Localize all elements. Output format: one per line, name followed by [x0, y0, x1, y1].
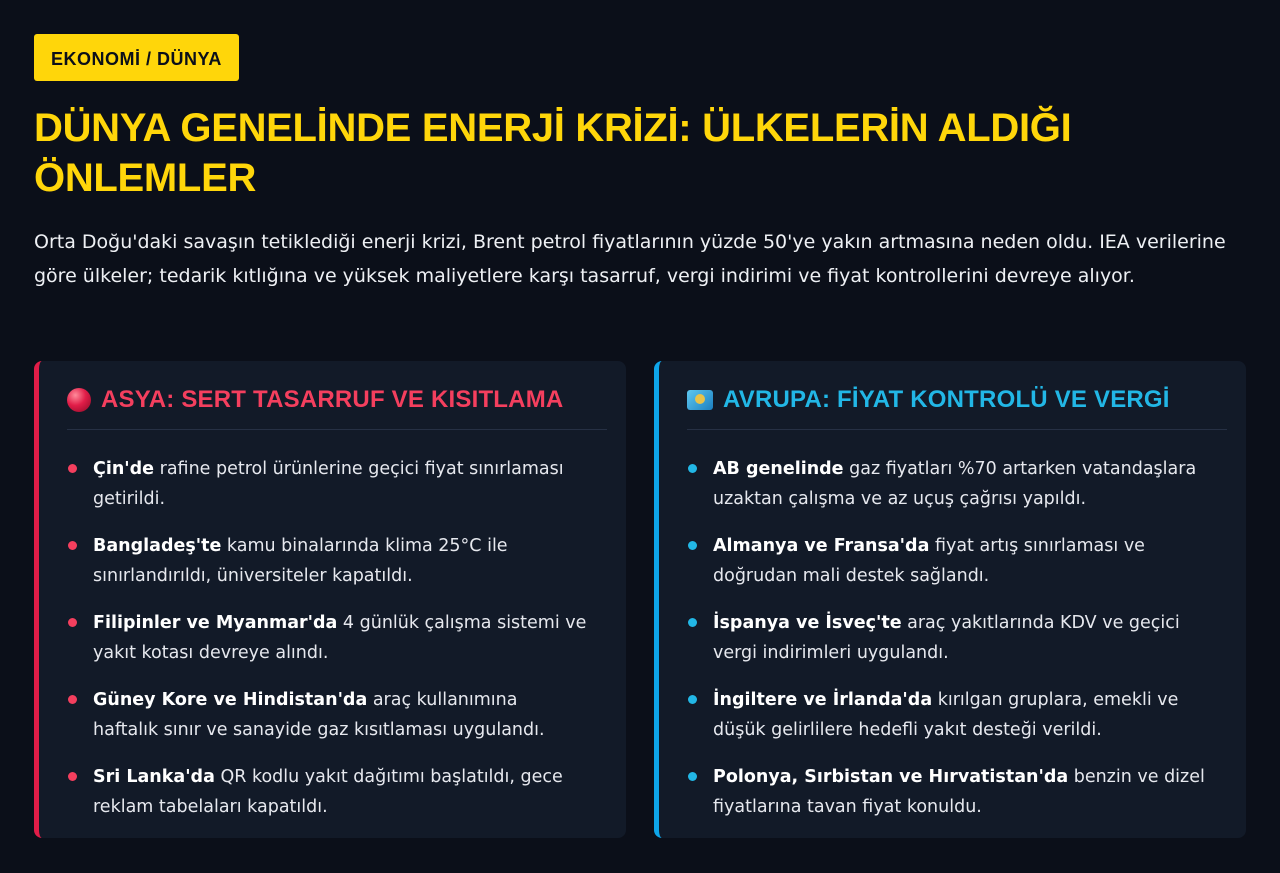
asia-card: [34, 361, 626, 838]
list-item: [67, 762, 587, 822]
country-name: Almanya ve Fransa'da: [713, 536, 930, 556]
measure-text: kırılgan gruplara, emekli ve düşük gelirlilere hedefli yakıt desteği verildi.: [713, 690, 1179, 740]
measure-text: benzin ve dizel fiyatlarına tavan fiyat konuldu.: [713, 767, 1205, 817]
bullet-icon: [688, 695, 697, 704]
list-item: [687, 608, 1207, 668]
list-item: [687, 762, 1207, 822]
bullet-icon: [68, 541, 77, 550]
euro-banknote-icon: [687, 390, 713, 410]
measure-text: gaz fiyatları %70 artarken vatandaşlara uzaktan çalışma ve az uçuş çağrısı yapıldı.: [713, 459, 1197, 509]
country-name: Bangladeş'te: [93, 536, 222, 556]
europe-measures-list: [687, 454, 1222, 822]
lead-paragraph: Orta Doğu'daki savaşın tetiklediği enerji krizi, Brent petrol fiyatlarının yüzde 50'ye yakın artmasına neden oldu. IEA verilerine göre ülkeler; tedarik kıtlığına ve yüksek maliyetlere karşı tasarruf, vergi indirimi ve fiyat kontrollerini devreye alıyor.: [34, 231, 1226, 287]
divider: [67, 429, 607, 430]
bullet-icon: [68, 695, 77, 704]
divider: [687, 429, 1227, 430]
measure-text: araç kullanımına haftalık sınır ve sanayide gaz kısıtlaması uygulandı.: [93, 690, 545, 740]
list-item: [67, 531, 587, 591]
bullet-icon: [688, 464, 697, 473]
list-item: [67, 608, 587, 668]
asia-card-header: [67, 385, 602, 415]
country-name: İngiltere ve İrlanda'da: [713, 690, 933, 710]
country-name: Çin'de: [93, 459, 155, 479]
region-cards: [34, 361, 1246, 838]
bullet-icon: [68, 618, 77, 627]
asia-measures-list: [67, 454, 602, 822]
country-name: Güney Kore ve Hindistan'da: [93, 690, 368, 710]
list-item: [67, 454, 587, 514]
category-tag: EKONOMİ / DÜNYA: [34, 34, 239, 81]
list-item: [687, 685, 1207, 745]
country-name: İspanya ve İsveç'te: [713, 613, 902, 633]
list-item: [687, 454, 1207, 514]
country-name: AB genelinde: [713, 459, 844, 479]
measure-text: kamu binalarında klima 25°C ile sınırlandırıldı, üniversiteler kapatıldı.: [93, 536, 508, 586]
bullet-icon: [688, 541, 697, 550]
measure-text: araç yakıtlarında KDV ve geçici vergi indirimleri uygulandı.: [713, 613, 1180, 663]
asia-card-title: ASYA: SERT TASARRUF VE KISITLAMA: [101, 386, 564, 413]
page-title: DÜNYA GENELİNDE ENERJİ KRİZİ: ÜLKELERİN ALDIĞI ÖNLEMLER: [34, 106, 1072, 200]
country-name: Polonya, Sırbistan ve Hırvatistan'da: [713, 767, 1069, 787]
measure-text: 4 günlük çalışma sistemi ve yakıt kotası devreye alındı.: [93, 613, 587, 663]
measure-text: rafine petrol ürünlerine geçici fiyat sınırlaması getirildi.: [93, 459, 564, 509]
bullet-icon: [68, 772, 77, 781]
bullet-icon: [688, 618, 697, 627]
europe-card-title: AVRUPA: FİYAT KONTROLÜ VE VERGİ: [723, 386, 1170, 413]
country-name: Filipinler ve Myanmar'da: [93, 613, 338, 633]
measure-text: QR kodlu yakıt dağıtımı başlatıldı, gece reklam tabelaları kapatıldı.: [93, 767, 563, 817]
list-item: [67, 685, 587, 745]
measure-text: fiyat artış sınırlaması ve doğrudan mali destek sağlandı.: [713, 536, 1145, 586]
bullet-icon: [688, 772, 697, 781]
europe-card-header: [687, 385, 1222, 415]
europe-card: [654, 361, 1246, 838]
red-circle-icon: [67, 388, 91, 412]
country-name: Sri Lanka'da: [93, 767, 215, 787]
bullet-icon: [68, 464, 77, 473]
list-item: [687, 531, 1207, 591]
